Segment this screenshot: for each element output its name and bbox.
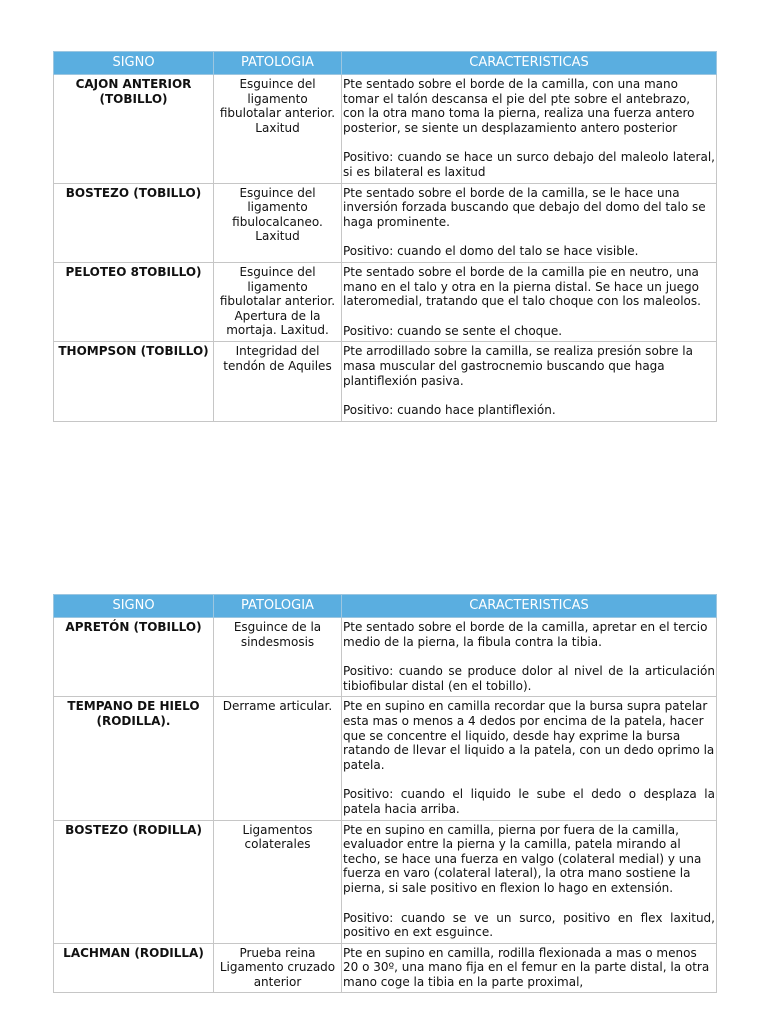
procedure-text: Pte en supino en camilla, rodilla flexionada a mas o menos 20 o 30º, una mano fija en el femur en la parte distal, la otra mano coge la tibia en la parte proximal, bbox=[343, 945, 710, 989]
table-row bbox=[54, 342, 717, 421]
procedure-text: Pte en supino en camilla, pierna por fuera de la camilla, evaluador entre la pierna y la camilla, patela mirando al techo, se hace una fuerza en valgo (colateral medial) y una fuerza en varo (colateral lateral), la otra mano sostiene la pierna, si sale positivo en flexion lo hago en extensión. bbox=[343, 822, 702, 895]
procedure-text: Pte sentado sobre el borde de la camilla pie en neutro, una mano en el talo y otra en la pierna distal. Se hace un juego lateromedial, tratando que el talo choque con los maleolos. bbox=[343, 264, 701, 309]
procedure-text: Pte en supino en camilla recordar que la bursa supra patelar esta mas o menos a 4 dedos por encima de la patela, hacer que se concentre el liquido, desde hay exprime la bursa ratando de llevar el liquido a la patela, con un dedo oprimo la patela. bbox=[343, 699, 715, 772]
table-row bbox=[54, 75, 717, 184]
sign-cell: APRETÓN (TOBILLO) bbox=[54, 618, 214, 697]
pathology-cell: Prueba reina Ligamento cruzado anterior bbox=[214, 943, 342, 993]
characteristics-cell bbox=[342, 943, 717, 993]
procedure-text: Pte sentado sobre el borde de la camilla, con una mano tomar el talón descansa el pie del pte sobre el antebrazo, con la otra mano toma la pierna, realiza una fuerza antero posterior, se siente un desplazamiento antero posterior bbox=[343, 77, 695, 135]
header-sign: SIGNO bbox=[54, 52, 214, 75]
characteristics-cell bbox=[342, 262, 717, 341]
positive-result-text: Positivo: cuando el domo del talo se hace visible. bbox=[343, 244, 639, 259]
characteristics-cell bbox=[342, 820, 717, 943]
pathology-cell: Esguince del ligamento fibulocalcaneo. Laxitud bbox=[214, 183, 342, 262]
pathology-cell: Derrame articular. bbox=[214, 697, 342, 820]
sign-cell: BOSTEZO (TOBILLO) bbox=[54, 183, 214, 262]
pathology-cell: Integridad del tendón de Aquiles bbox=[214, 342, 342, 421]
positive-result-text: Positivo: cuando se hace un surco debajo del maleolo lateral, si es bilateral es laxitud bbox=[343, 150, 715, 179]
signs-table-ankle bbox=[53, 51, 717, 422]
pathology-cell: Esguince del ligamento fibulotalar anterior. Apertura de la mortaja. Laxitud. bbox=[214, 262, 342, 341]
header-pathology: PATOLOGIA bbox=[214, 595, 342, 618]
table-header-row bbox=[54, 595, 717, 618]
characteristics-cell bbox=[342, 342, 717, 421]
sign-cell: TEMPANO DE HIELO (RODILLA). bbox=[54, 697, 214, 820]
sign-cell: CAJON ANTERIOR (TOBILLO) bbox=[54, 75, 214, 184]
pathology-cell: Ligamentos colaterales bbox=[214, 820, 342, 943]
sign-cell: BOSTEZO (RODILLA) bbox=[54, 820, 214, 943]
table-header-row bbox=[54, 52, 717, 75]
table-row bbox=[54, 183, 717, 262]
header-sign: SIGNO bbox=[54, 595, 214, 618]
table-row bbox=[54, 697, 717, 820]
table-row bbox=[54, 943, 717, 993]
sign-cell: THOMPSON (TOBILLO) bbox=[54, 342, 214, 421]
positive-result-text: Positivo: cuando se ve un surco, positivo en flex laxitud, positivo en ext esguince. bbox=[343, 910, 715, 940]
header-characteristics: CARACTERISTICAS bbox=[342, 52, 717, 75]
procedure-text: Pte arrodillado sobre la camilla, se realiza presión sobre la masa muscular del gastrocnemio buscando que haga plantiflexión pasiva. bbox=[343, 344, 693, 388]
header-pathology: PATOLOGIA bbox=[214, 52, 342, 75]
characteristics-cell bbox=[342, 75, 717, 184]
positive-result-text: Positivo: cuando hace plantiflexión. bbox=[343, 403, 556, 418]
procedure-text: Pte sentado sobre el borde de la camilla, apretar en el tercio medio de la pierna, la fibula contra la tibia. bbox=[343, 620, 708, 649]
procedure-text: Pte sentado sobre el borde de la camilla, se le hace una inversión forzada buscando que debajo del domo del talo se haga prominente. bbox=[343, 185, 706, 229]
table-row bbox=[54, 618, 717, 697]
positive-result-text: Positivo: cuando el liquido le sube el dedo o desplaza la patela hacia arriba. bbox=[343, 787, 715, 816]
pathology-cell: Esguince de la sindesmosis bbox=[214, 618, 342, 697]
signs-table-ankle-knee bbox=[53, 594, 717, 993]
header-characteristics: CARACTERISTICAS bbox=[342, 595, 717, 618]
sign-cell: LACHMAN (RODILLA) bbox=[54, 943, 214, 993]
positive-result-text: Positivo: cuando se produce dolor al nivel de la articulación tibiofibular distal (en el tobillo). bbox=[343, 664, 715, 693]
positive-result-text: Positivo: cuando se sente el choque. bbox=[343, 323, 563, 338]
characteristics-cell bbox=[342, 697, 717, 820]
table-row bbox=[54, 820, 717, 943]
sign-cell: PELOTEO 8TOBILLO) bbox=[54, 262, 214, 341]
table-row bbox=[54, 262, 717, 341]
characteristics-cell bbox=[342, 183, 717, 262]
pathology-cell: Esguince del ligamento fibulotalar anterior. Laxitud bbox=[214, 75, 342, 184]
characteristics-cell bbox=[342, 618, 717, 697]
